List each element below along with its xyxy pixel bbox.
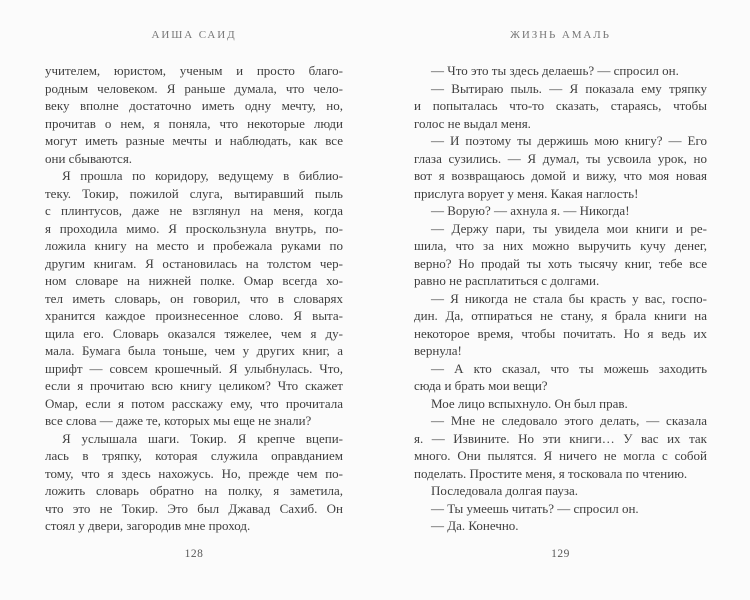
text-line: — Я никогда не стала бы красть у вас, госпо- xyxy=(431,290,707,306)
paragraph xyxy=(414,132,707,202)
page-text-left xyxy=(45,62,343,535)
text-line: родным человеком. Я раньше думала, что чело- xyxy=(45,80,343,96)
text-line: — Вытираю пыль. — Я показала ему тряпку xyxy=(431,80,707,96)
text-line: глаза сузились. — Я думал, ты усвоила урок, но xyxy=(414,150,707,166)
text-line: с плинтусов, даже не взглянул на меня, когда xyxy=(45,203,343,218)
text-line: — Что это ты здесь делаешь? — спросил он. xyxy=(431,63,679,78)
text-line: сюда и брать мои вещи? xyxy=(414,378,548,393)
text-line: голос не выдал меня. xyxy=(414,115,531,131)
text-line: все слова — даже те, которых мы еще не знали? xyxy=(45,413,312,428)
text-line: — Да. Конечно. xyxy=(431,518,519,533)
page-text-right xyxy=(414,62,707,535)
text-line: Я прошла по коридору, ведущему в библио- xyxy=(62,168,343,183)
text-line: — Мне не следовало этого делать, — сказала xyxy=(431,413,707,428)
running-head-author: АИША САИД xyxy=(151,29,237,41)
text-line: тому, что я здесь нахожусь. Но, прежде чем по- xyxy=(45,465,343,481)
text-line: некоторое время, чтобы почитать. Но я ведь их xyxy=(414,325,707,341)
text-line: учителем, юристом, ученым и просто благо- xyxy=(45,63,343,78)
left-page xyxy=(45,0,343,600)
text-line: могут иметь разные мечты и наблюдать, как все xyxy=(45,133,343,148)
paragraph xyxy=(414,360,707,395)
text-line: теку. Токир, пожилой слуга, вытиравший пыль xyxy=(45,185,343,201)
text-line: вернула! xyxy=(414,343,462,358)
text-line: много. Они пылятся. Я ничего не могла с собой xyxy=(414,448,707,463)
text-line: — Ты умеешь читать? — спросил он. xyxy=(431,500,639,516)
text-line: поделать. Простите меня, я тосковала по чтению. xyxy=(414,465,688,481)
text-line: верно? Но продай ты хоть тысячу книг, тебе все xyxy=(414,255,707,271)
text-line: прислуга ворует у меня. Какая наглость! xyxy=(414,185,639,201)
running-head-title: ЖИЗНЬ АМАЛЬ xyxy=(510,29,611,41)
right-page xyxy=(414,0,707,600)
text-line: — Ворую? — ахнула я. — Никогда! xyxy=(431,203,630,218)
paragraph xyxy=(414,202,707,220)
paragraph xyxy=(45,430,343,535)
paragraph xyxy=(414,395,707,413)
text-line: — Держу пари, ты увидела мои книги и ре- xyxy=(431,220,707,236)
text-line: ложила книгу на место и пробежала руками по xyxy=(45,238,343,253)
text-line: хранится каждое произнесенное слово. Я выта- xyxy=(45,308,343,323)
text-line: Мое лицо вспыхнуло. Он был прав. xyxy=(431,395,628,411)
page-number-right: 129 xyxy=(551,548,570,560)
text-line: что это не Токир. Это был Джавад Сахиб. Он xyxy=(45,500,343,516)
text-line: равно не расплатиться с долгами. xyxy=(414,273,600,288)
text-line: мала. Бумага была тоньше, чем у других книг, а xyxy=(45,343,343,358)
text-line: они сбываются. xyxy=(45,150,133,166)
text-line: шила, что за них можно выручить кучу денег, xyxy=(414,238,707,253)
paragraph xyxy=(414,517,707,535)
text-line: прочитав о нем, я поняла, что некоторые люди xyxy=(45,115,343,131)
text-line: если я прочитаю всю книгу целиком? Что скажет xyxy=(45,378,343,393)
paragraph xyxy=(414,62,707,80)
text-line: веку вполне достаточно иметь одну мечту, но, xyxy=(45,98,343,113)
text-line: тел иметь словарь, он говорил, что в словарях xyxy=(45,290,343,306)
text-line: Последовала долгая пауза. xyxy=(431,483,579,498)
text-line: Я услышала шаги. Токир. Я крепче вцепи- xyxy=(62,430,343,446)
text-line: щила его. Словарь оказался тяжелее, чем я ду- xyxy=(45,325,343,341)
paragraph xyxy=(414,482,707,500)
paragraph xyxy=(414,80,707,133)
text-line: шрифт — совсем крошечный. Я улыбнулась. Что, xyxy=(45,360,343,376)
text-line: и попыталась что-то сказать, стараясь, чтобы xyxy=(414,98,707,113)
page-number-left: 128 xyxy=(184,548,204,560)
paragraph xyxy=(45,167,343,430)
text-line: — А кто сказал, что ты можешь заходить xyxy=(431,360,707,376)
text-line: дин. Да, отпираться не стану, я брала книги на xyxy=(414,308,707,323)
text-line: ном словаре на нижней полке. Омар всегда хо- xyxy=(45,273,343,288)
text-line: я проходила мимо. Я проскользнула внутрь, по- xyxy=(45,220,343,236)
paragraph xyxy=(414,290,707,360)
paragraph xyxy=(414,500,707,518)
text-line: другим книгам. Я остановилась на толстом чер- xyxy=(45,255,343,271)
text-line: ложить словарь обратно на полку, я заметила, xyxy=(45,483,343,498)
text-line: Омар, если я потом расскажу ему, что прочитала xyxy=(45,395,343,411)
text-line: — И поэтому ты держишь мою книгу? — Его xyxy=(431,133,707,148)
paragraph xyxy=(414,220,707,290)
paragraph xyxy=(414,412,707,482)
text-line: я. — Извините. Но эти книги… У вас их так xyxy=(414,430,707,446)
text-line: лась в тряпку, которая служила оправданием xyxy=(45,448,343,463)
text-line: вот я возвращаюсь домой и вижу, что моя новая xyxy=(414,168,707,183)
text-line: стоял у двери, загородив мне проход. xyxy=(45,518,251,533)
paragraph xyxy=(45,62,343,167)
